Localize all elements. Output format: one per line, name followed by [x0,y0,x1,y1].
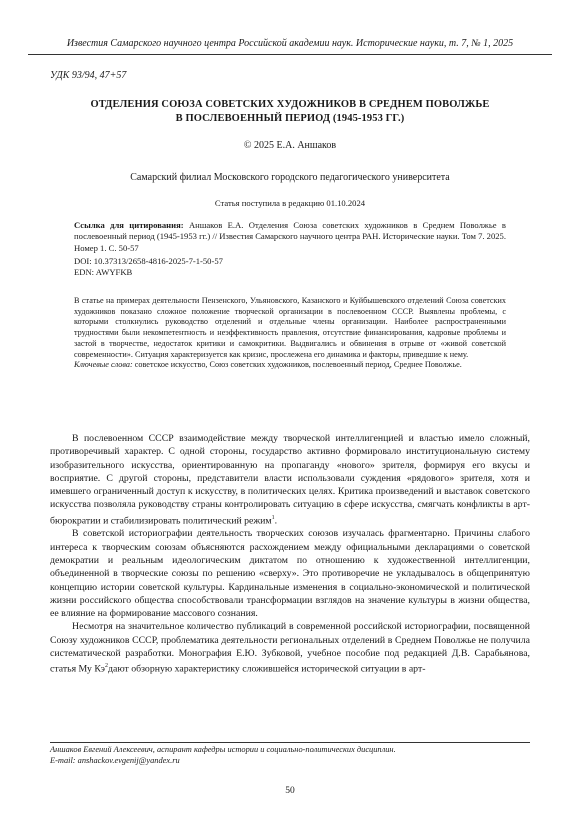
running-header: Известия Самарского научного центра Российской академии наук. Исторические науки, т. 7, № 1, 2025 [66,38,514,49]
footnote-divider [50,742,530,743]
footnote-email: E-mail: anshackov.evgenij@yandex.ru [50,756,180,765]
abstract-text: В статье на примерах деятельности Пензенского, Ульяновского, Казанского и Куйбышевского отделений Союза советских художников показано сложное положение творческой организации в послевоенном СССР. Выявлены проблемы, с которыми столкнулись руководство отделений и отдельные члены организации. Наиболее распространенными трудностями были некомпетентность и неэффективность правления, отсутствие финансирования, кадровые проблемы и застой в творчестве, недостаток критики и самокритики. Выдвигались и обвинения в отрыве от «живой советской современности». Ситуация характеризуется как кризис, прослежена его динамика и факторы, приведшие к нему. [74,296,506,359]
body-paragraph-3 [50,620,530,675]
footnote-author: Аншаков Евгений Алексеевич, аспирант кафедры истории и социально-политических дисциплин. [50,745,396,754]
title-line-1: ОТДЕЛЕНИЯ СОЮЗА СОВЕТСКИХ ХУДОЖНИКОВ В СРЕДНЕМ ПОВОЛЖЬЕ [90,99,490,110]
body-paragraph-3-cont: дают обзорную характеристику сложившейся исторической ситуации в арт- [107,663,426,675]
header-divider [28,54,552,55]
affiliation: Самарский филиал Московского городского педагогического университета [130,172,450,183]
author-footnote [50,744,530,766]
page-number: 50 [285,786,295,796]
footnote-ref-2: 2 [104,663,108,670]
body-paragraph-2: В советской историографии деятельность творческих союзов изучалась фрагментарно. Причины слабого интереса к творческим союзам объясняются расхождением между официальными декларациями о советской демократии и реальным идеологическим диктатом по отношению к художественной интеллигенции, объединенной в творческие союзы по решению «сверху». Это противоречие не укладывалось в общепринятую концепцию истории советской культуры. Кардинальные изменения в социально-экономической и политической жизни российского общества способствовали трансформации взглядов на значение культуры в жизни общества, ее влияние на формирование массового сознания. [50,528,530,620]
author-line: © 2025 Е.А. Аншаков [243,140,337,151]
body-paragraph-1-text: В послевоенном СССР взаимодействие между творческой интеллигенцией и властью имело сложный, противоречивый характер. С одной стороны, государство активно формировало институциональную систему изобразительного искусства, ориентированную на пропаганду «нового» зрителя, формируя его вкусы и восприятие. С другой стороны, представители власти использовали суждения «рядового» зрителя, хотя и имевшего ограниченный доступ к искусству, в политических целях. Критика произведений и выставок советского искусства позволяла руководству страны контролировать ситуацию в сфере искусства, смягчать конфликты в арт-бюрократии и стабилизировать политический режим [50,433,530,527]
body-paragraph-1-end: . [274,515,278,527]
footnote-ref-1: 1 [271,514,275,521]
keywords [74,360,506,371]
keywords-label: Ключевые слова: [74,360,133,370]
identifiers [74,256,223,279]
article-body [50,432,530,676]
title-line-2: В ПОСЛЕВОЕННЫЙ ПЕРИОД (1945-1953 ГГ.) [175,113,405,124]
citation-text: Аншаков Е.А. Отделения Союза советских художников в Среднем Поволжье в послевоенный период (1945-1953 гг.) // Известия Самарского научного центра РАН. Исторические науки. Том 7. 2025. Номер 1. С. 50-57 [74,220,506,253]
citation-label: Ссылка для цитирования: [74,220,184,230]
received-date: Статья поступила в редакцию 01.10.2024 [214,198,366,208]
article-title [50,98,530,126]
citation-block [74,220,506,254]
body-paragraph-1 [50,432,530,527]
udk-code: УДК 93/94, 47+57 [50,70,127,81]
body-paragraph-3-text: Несмотря на значительное количество публикаций в современной российской историографии, посвященной Союзу художников СССР, проблематика деятельности региональных отделений в Среднем Поволжье не получила систематической разработки. Монография Е.Ю. Зубковой, учебное пособие под редакцией Д.В. Сарабьянова, статья Му Кэ [50,621,530,675]
abstract [74,296,506,371]
keywords-text: советское искусство, Союз советских художников, послевоенный период, Среднее Поволжье. [132,360,462,370]
doi: DOI: 10.37313/2658-4816-2025-7-1-50-57 [74,256,223,266]
edn: EDN: AWYFKB [74,267,133,278]
